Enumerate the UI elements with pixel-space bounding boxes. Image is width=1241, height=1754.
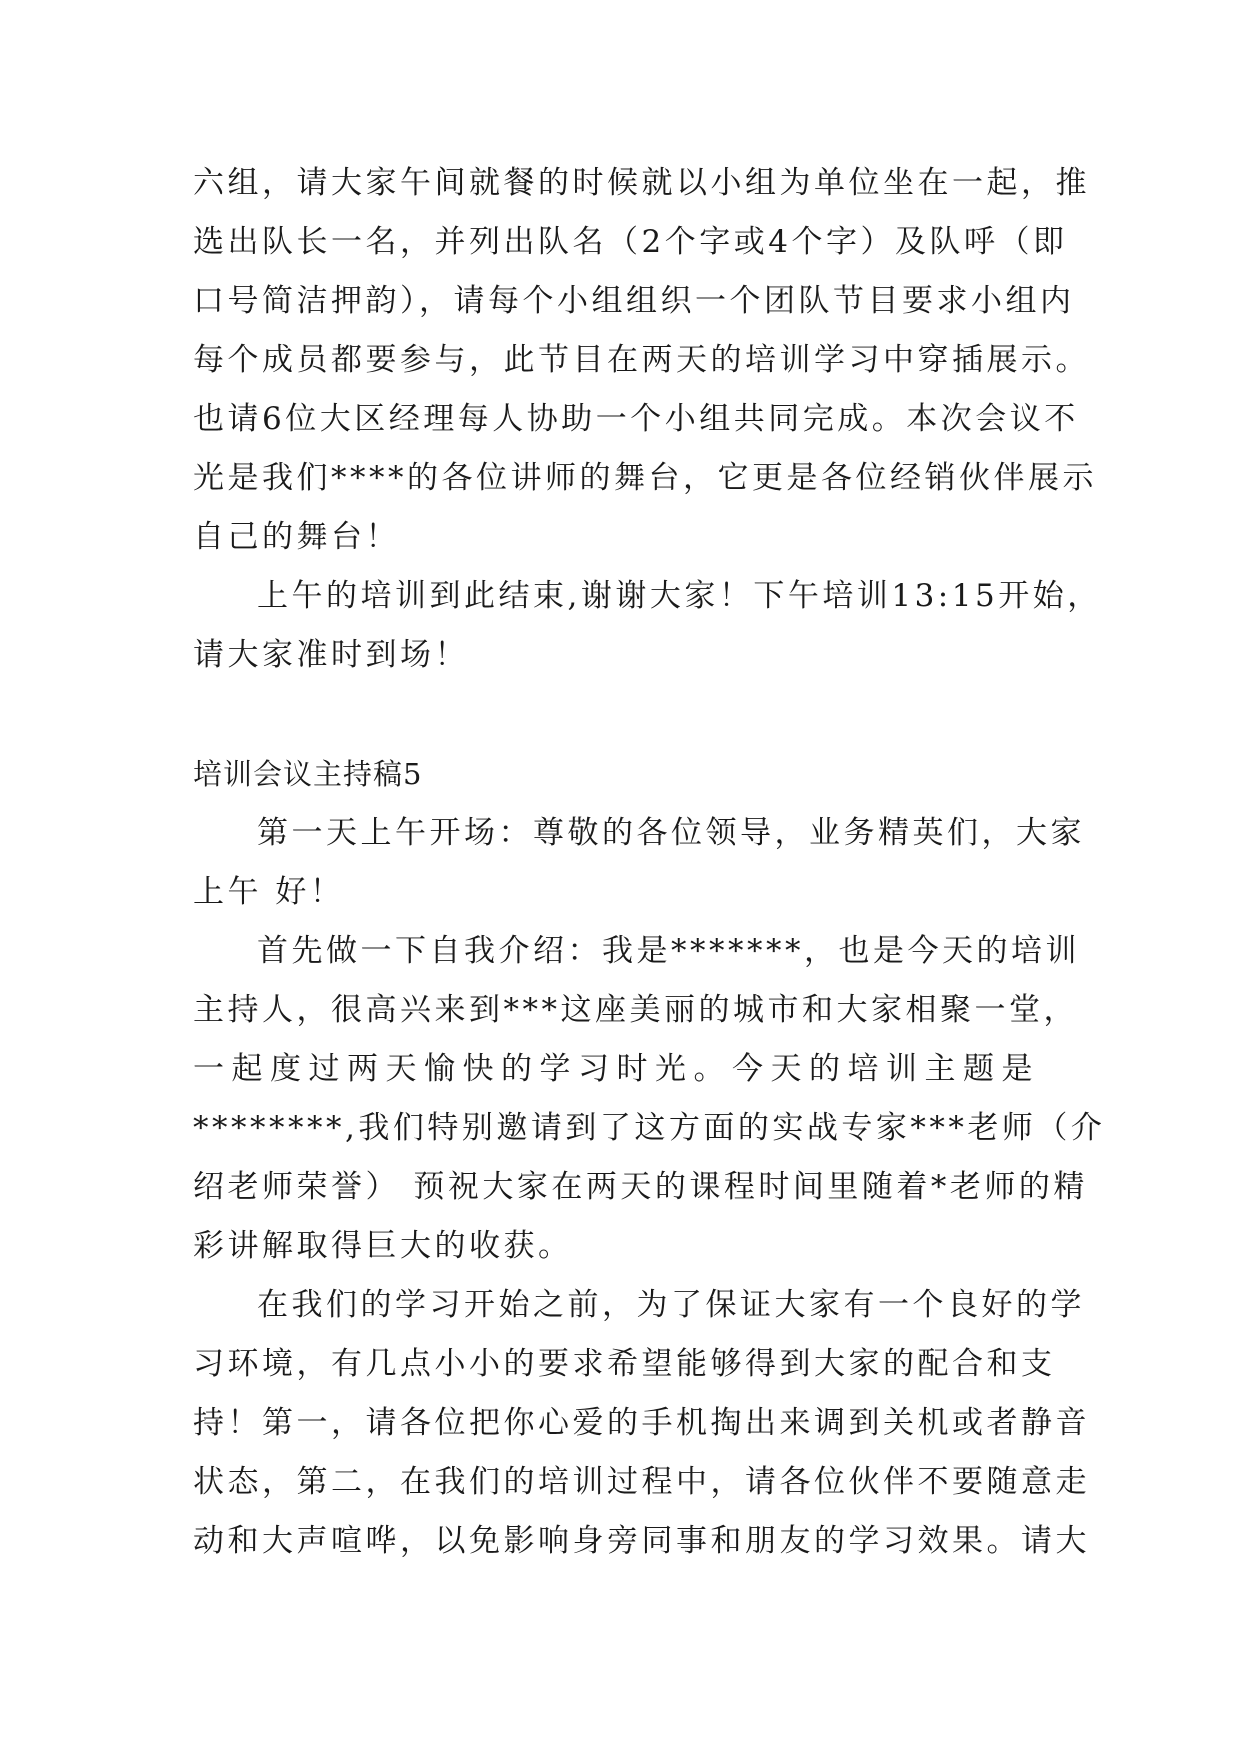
text-line: 上午的培训到此结束,谢谢大家！下午培训13:15开始， [257, 578, 1102, 614]
text-line: 每个成员都要参与，此节目在两天的培训学习中穿插展示。 [193, 342, 1090, 378]
text-line: 第一天上午开场：尊敬的各位领导，业务精英们，大家 [257, 815, 1085, 851]
blank-line [193, 685, 1055, 745]
text-line: 请大家准时到场！ [193, 637, 469, 673]
text-line: 六组，请大家午间就餐的时候就以小组为单位坐在一起，推 [193, 165, 1090, 201]
text-line: 也请6位大区经理每人协助一个小组共同完成。本次会议不 [193, 401, 1079, 437]
text-line: 在我们的学习开始之前，为了保证大家有一个良好的学 [257, 1287, 1085, 1323]
text-line: 光是我们****的各位讲师的舞台，它更是各位经销伙伴展示 [193, 460, 1097, 496]
document-page [193, 154, 1106, 1571]
paragraph-opening [193, 804, 1085, 922]
text-line: 上午 好！ [193, 874, 345, 910]
text-line: ********,我们特别邀请到了这方面的实战专家***老师（介 [193, 1110, 1106, 1146]
text-line: 动和大声喧哗，以免影响身旁同事和朋友的学习效果。请大 [193, 1523, 1090, 1559]
paragraph-morning-closing [193, 567, 1102, 685]
text-line: 状态，第二，在我们的培训过程中，请各位伙伴不要随意走 [193, 1464, 1090, 1500]
text-line: 一起度过两天愉快的学习时光。今天的培训主题是 [193, 1051, 1040, 1087]
paragraph-introduction [193, 922, 1106, 1276]
text-line: 主持人，很高兴来到***这座美丽的城市和大家相聚一堂， [193, 992, 1078, 1028]
paragraph-group-instructions [193, 154, 1097, 567]
text-line: 习环境，有几点小小的要求希望能够得到大家的配合和支 [193, 1346, 1056, 1382]
text-line: 自己的舞台！ [193, 519, 400, 555]
text-line: 首先做一下自我介绍：我是*******，也是今天的培训 [257, 933, 1080, 969]
text-line: 彩讲解取得巨大的收获。 [193, 1228, 573, 1264]
text-line: 绍老师荣誉） 预祝大家在两天的课程时间里随着*老师的精 [193, 1169, 1088, 1205]
text-line: 持！第一，请各位把你心爱的手机掏出来调到关机或者静音 [193, 1405, 1090, 1441]
section-title: 培训会议主持稿5 [193, 757, 423, 791]
paragraph-requirements [193, 1276, 1090, 1571]
text-line: 选出队长一名，并列出队名（2个字或4个字）及队呼（即 [193, 224, 1068, 260]
text-line: 口号简洁押韵），请每个小组组织一个团队节目要求小组内 [193, 283, 1075, 319]
